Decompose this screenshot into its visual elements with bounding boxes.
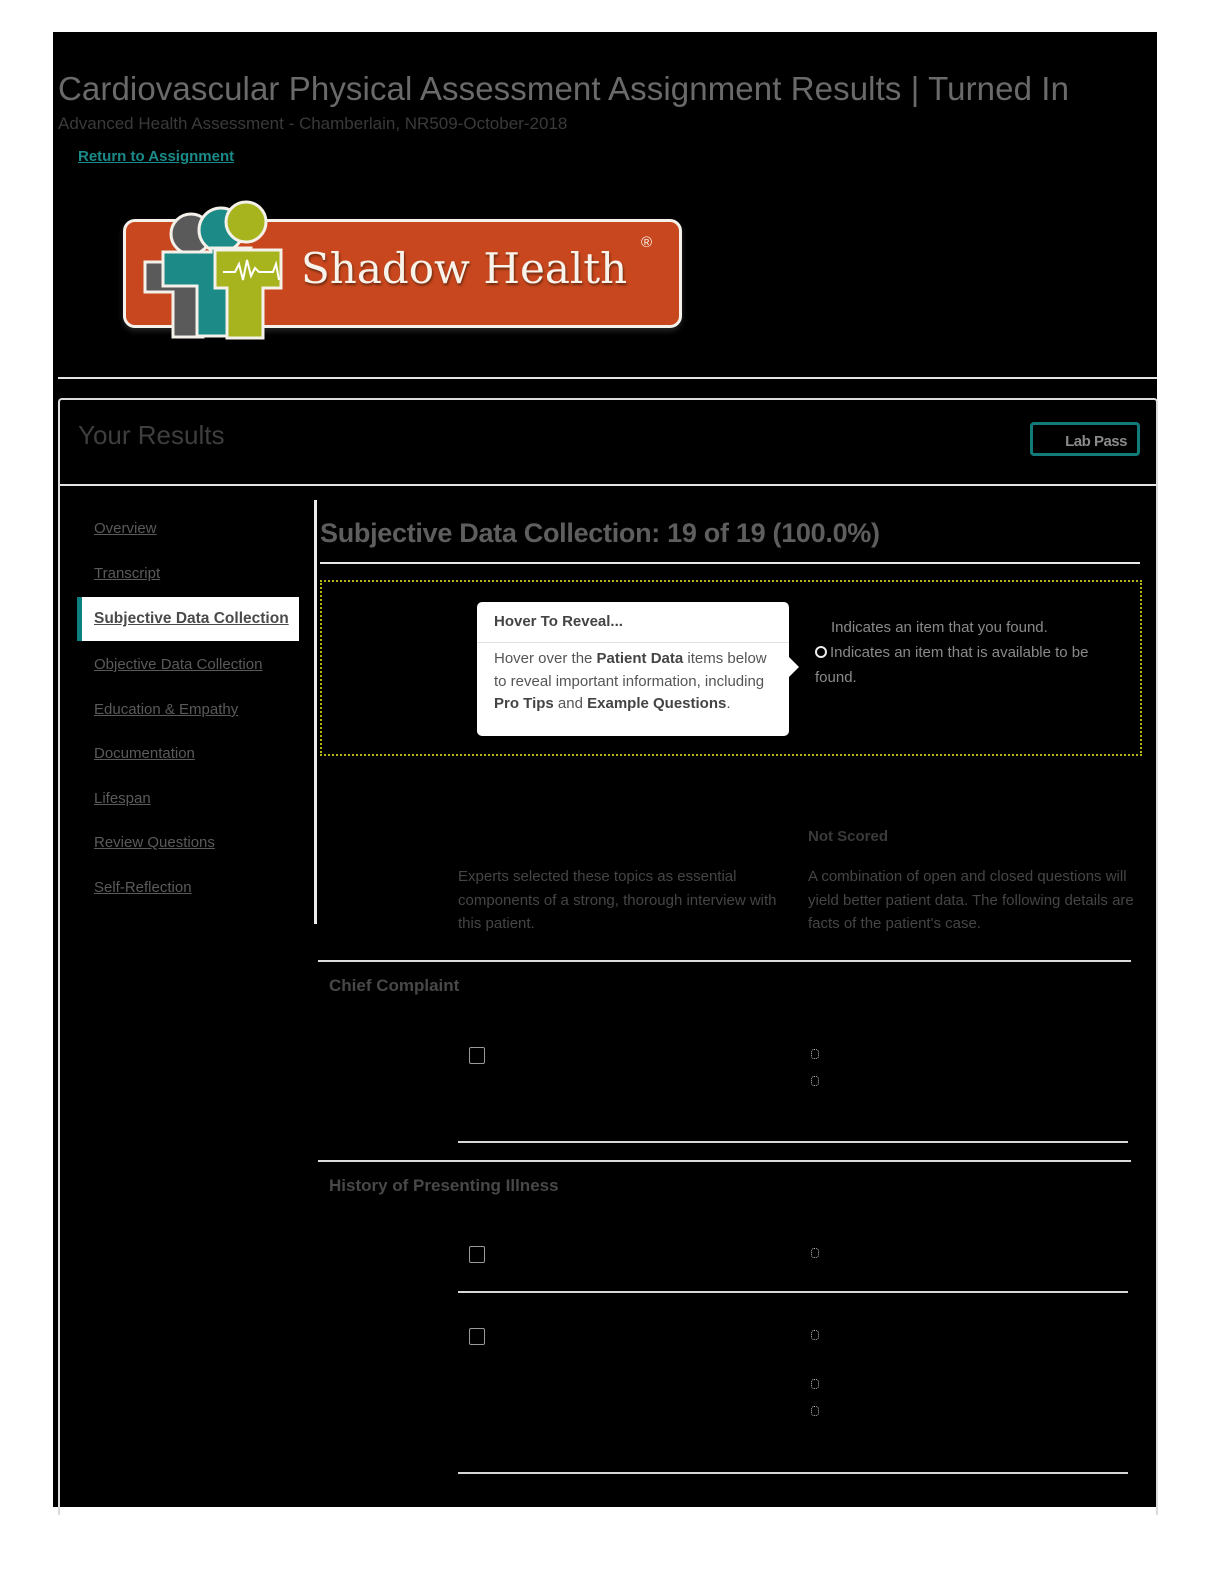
checkbox-icon[interactable] bbox=[469, 1047, 485, 1064]
sidebar-divider bbox=[314, 500, 317, 924]
legend-available bbox=[815, 640, 1125, 690]
tooltip-bold-pro-tips: Pro Tips bbox=[494, 695, 554, 712]
legend-text bbox=[815, 615, 1125, 690]
tooltip-bold-patient-data: Patient Data bbox=[596, 650, 684, 667]
shadow-health-logo bbox=[123, 194, 683, 344]
marker-icon bbox=[811, 1406, 819, 1416]
sidebar-item-transcript[interactable]: Transcript bbox=[94, 565, 161, 582]
marker-icon bbox=[811, 1076, 819, 1086]
sidebar-item-review-questions[interactable]: Review Questions bbox=[94, 834, 215, 851]
checkbox-icon[interactable] bbox=[469, 1246, 485, 1263]
sidebar-item-self-reflection[interactable]: Self-Reflection bbox=[94, 879, 192, 896]
section-title: Subjective Data Collection: 19 of 19 (100.0%) bbox=[320, 518, 880, 548]
category-divider bbox=[318, 1160, 1131, 1162]
sidebar-item-objective-data-collection[interactable]: Objective Data Collection bbox=[94, 656, 263, 673]
category-divider bbox=[318, 960, 1131, 962]
results-title: Your Results bbox=[78, 420, 225, 450]
header-divider bbox=[58, 377, 1157, 379]
category-history-of-presenting-illness: History of Presenting Illness bbox=[329, 1176, 559, 1195]
tooltip-heading: Hover To Reveal... bbox=[477, 602, 789, 643]
results-sidebar bbox=[77, 500, 299, 924]
tooltip-text: Hover over the bbox=[494, 650, 597, 667]
course-subtitle: Advanced Health Assessment - Chamberlain, NR509-October-2018 bbox=[58, 114, 568, 133]
row-divider bbox=[458, 1472, 1128, 1474]
not-scored-description: A combination of open and closed questions will yield better patient data. The following details are facts of the patient's case. bbox=[808, 868, 1134, 932]
legend-box bbox=[320, 580, 1142, 756]
sidebar-item-subjective-data-collection[interactable]: Subjective Data Collection bbox=[77, 597, 299, 641]
tooltip-body bbox=[477, 643, 789, 716]
tooltip-bold-example-questions: Example Questions bbox=[587, 695, 727, 712]
hover-to-reveal-tooltip bbox=[477, 602, 789, 736]
available-ring-icon bbox=[815, 646, 827, 658]
sidebar-item-education-empathy[interactable]: Education & Empathy bbox=[94, 701, 239, 718]
page-container bbox=[53, 32, 1157, 1507]
marker-icon bbox=[811, 1248, 819, 1258]
page-title: Cardiovascular Physical Assessment Assignment Results | Turned In bbox=[58, 70, 1070, 107]
logo-figures-icon bbox=[123, 194, 303, 344]
sidebar-item-documentation[interactable]: Documentation bbox=[94, 745, 195, 762]
marker-icon bbox=[811, 1379, 819, 1389]
row-divider bbox=[458, 1291, 1128, 1293]
tooltip-text: items below to reveal important information, including bbox=[494, 650, 767, 690]
lab-pass-button[interactable]: Lab Pass bbox=[1030, 422, 1140, 456]
registered-mark: ® bbox=[641, 234, 653, 251]
category-chief-complaint: Chief Complaint bbox=[329, 976, 460, 995]
scored-description: Experts selected these topics as essential components of a strong, thorough interview with this patient. bbox=[458, 868, 777, 932]
logo-text: Shadow Health bbox=[301, 244, 628, 293]
tooltip-arrow bbox=[788, 656, 799, 678]
sidebar-item-lifespan[interactable]: Lifespan bbox=[94, 790, 151, 807]
checkbox-icon[interactable] bbox=[469, 1328, 485, 1345]
section-divider bbox=[320, 562, 1140, 564]
tooltip-text: and bbox=[553, 695, 588, 712]
marker-icon bbox=[811, 1049, 819, 1059]
row-divider bbox=[458, 1141, 1128, 1143]
results-divider bbox=[60, 484, 1156, 486]
results-panel bbox=[58, 398, 1158, 1515]
not-scored-heading: Not Scored bbox=[808, 828, 889, 845]
return-to-assignment-link[interactable]: Return to Assignment bbox=[78, 148, 235, 165]
legend-available-text: Indicates an item that is available to be found. bbox=[815, 644, 1089, 686]
legend-found: Indicates an item that you found. bbox=[831, 619, 1048, 636]
marker-icon bbox=[811, 1330, 819, 1340]
sidebar-item-overview[interactable]: Overview bbox=[94, 520, 157, 537]
tooltip-text: . bbox=[726, 695, 731, 712]
